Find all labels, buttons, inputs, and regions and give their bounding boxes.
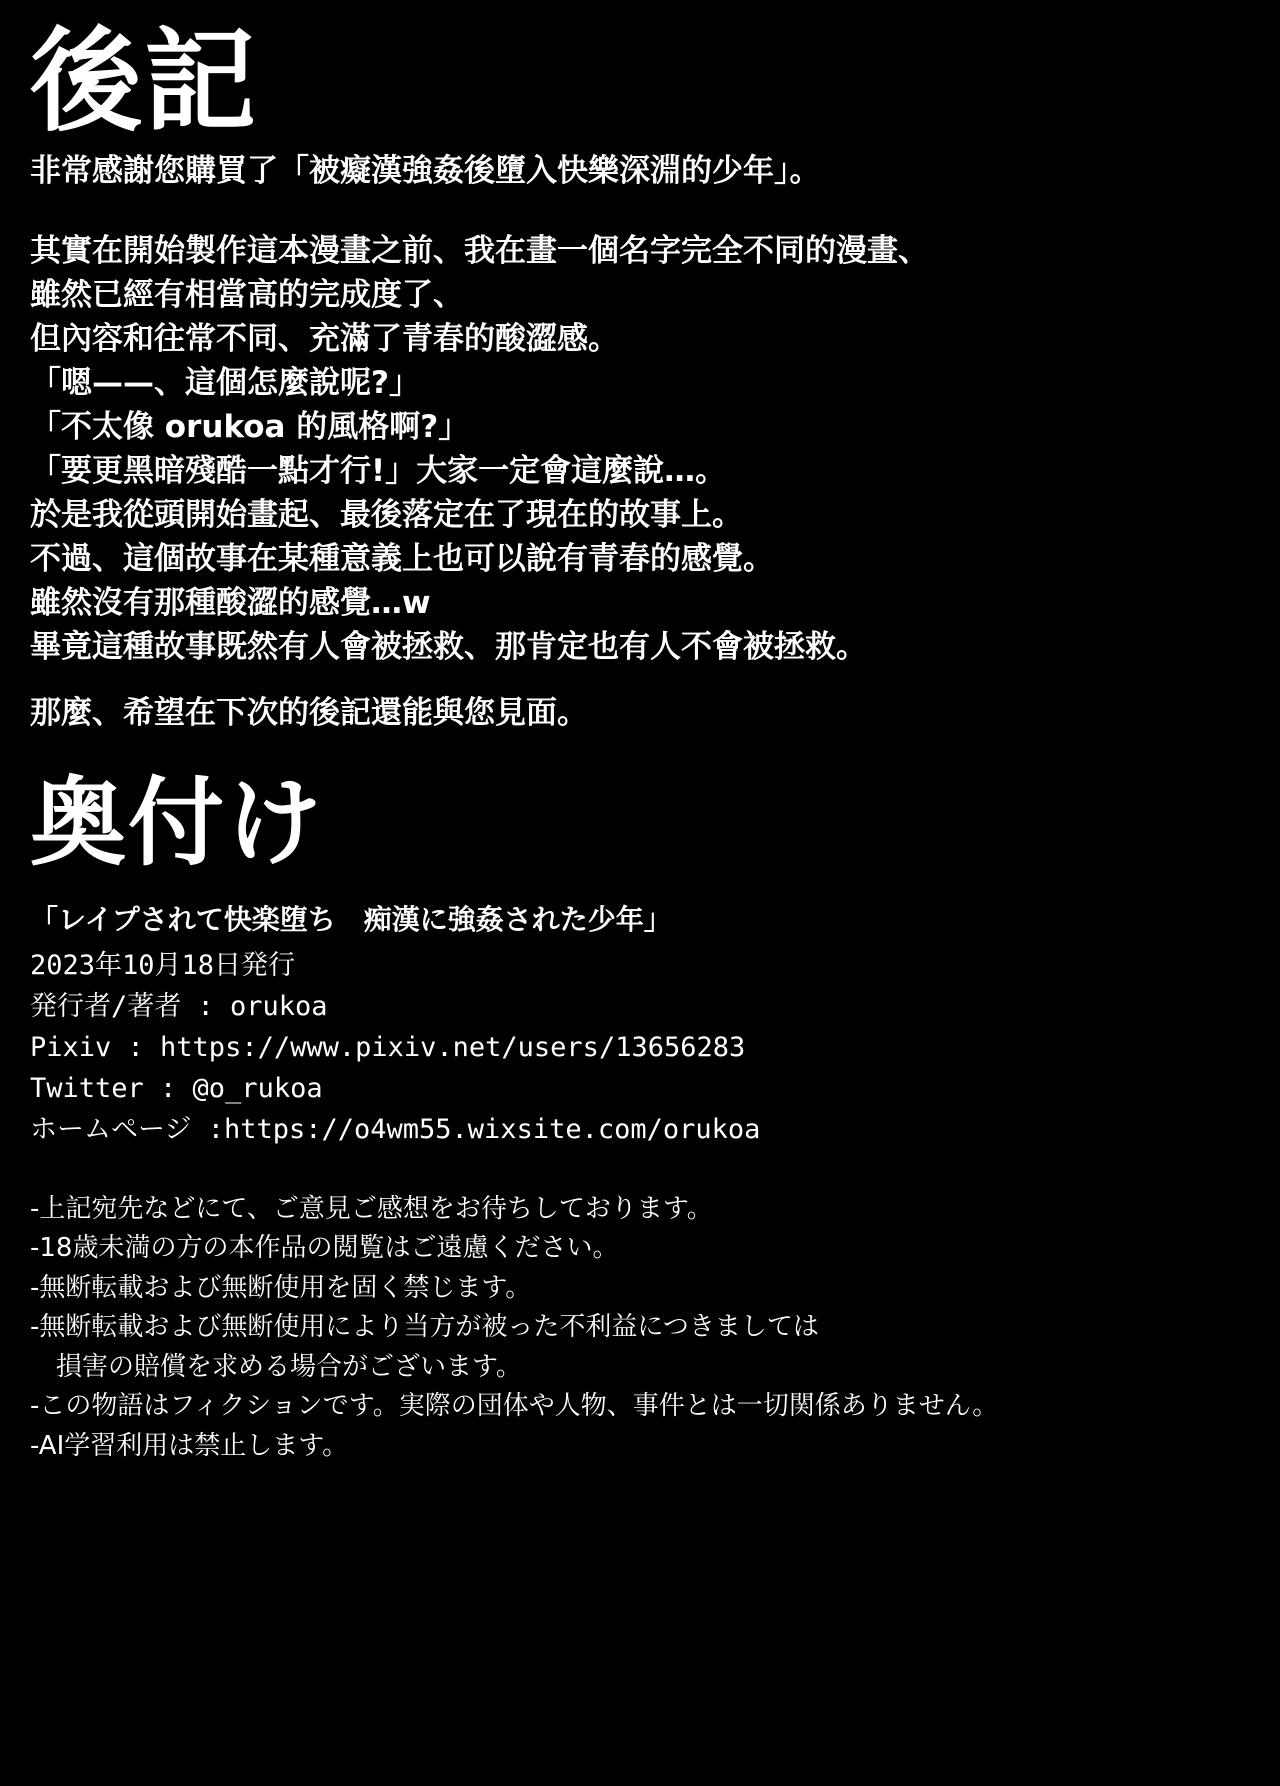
note-line: -無断転載および無断使用を固く禁じます。 <box>30 1272 532 1303</box>
colophon-heading: 奥付け <box>30 766 324 879</box>
note-line: -上記宛先などにて、ご意見ご感想をお待ちしております。 <box>30 1193 713 1224</box>
afterword-paragraph: 雖然沒有那種酸澀的感覺…w <box>30 584 431 621</box>
colophon-block <box>30 899 1250 1150</box>
afterword-paragraph: 雖然已經有相當高的完成度了、 <box>30 276 464 313</box>
afterword-paragraph: 於是我從頭開始畫起、最後落定在了現在的故事上。 <box>30 496 743 533</box>
note-line: -AI学習利用は禁止します。 <box>30 1430 349 1461</box>
afterword-lead: 非常感謝您購買了「被癡漢強姦後墮入快樂深淵的少年」。 <box>30 153 821 189</box>
colophon-twitter: Twitter : @o_rukoa <box>30 1072 323 1104</box>
afterword-paragraph: 「嗯——、這個怎麼說呢?」 <box>30 364 420 401</box>
afterword-paragraph: 其實在開始製作這本漫畫之前、我在畫一個名字完全不同的漫畫、 <box>30 232 929 269</box>
afterword-paragraph: 不過、這個故事在某種意義上也可以說有青春的感覺。 <box>30 540 774 577</box>
afterword-closing: 那麼、希望在下次的後記還能與您見面。 <box>30 694 588 731</box>
afterword-paragraph: 「要更黑暗殘酷一點才行!」大家一定會這麼說…。 <box>30 452 727 489</box>
note-line: -この物語はフィクションです。実際の団体や人物、事件とは一切関係ありません。 <box>30 1391 999 1422</box>
colophon-homepage: ホームページ :https://o4wm55.wixsite.com/orukoa <box>30 1113 761 1145</box>
afterword-paragraph: 「不太像 orukoa 的風格啊?」 <box>30 408 470 445</box>
afterword-paragraph: 畢竟這種故事既然有人會被拯救、那肯定也有人不會被拯救。 <box>30 628 867 665</box>
colophon-publish-date: 2023年10月18日発行 <box>30 949 296 981</box>
colophon-pixiv: Pixiv : https://www.pixiv.net/users/13656283 <box>30 1031 746 1063</box>
note-line: -無断転載および無断使用により当方が被った不利益につきましては <box>30 1312 819 1343</box>
afterword-heading: 後記 <box>30 17 258 147</box>
colophon-notes <box>30 1190 1250 1467</box>
afterword-paragraph: 但內容和往常不同、充滿了青春的酸澀感。 <box>30 320 619 357</box>
note-line: -18歳未満の方の本作品の閲覧はご遠慮ください。 <box>30 1233 619 1264</box>
colophon-author: 発行者/著者 : orukoa <box>30 990 328 1022</box>
colophon-work-title: 「レイプされて快楽堕ち 痴漢に強姦された少年」 <box>30 902 672 936</box>
afterword-body <box>30 229 1250 735</box>
note-line: 損害の賠償を求める場合がございます。 <box>30 1351 522 1382</box>
paragraph-spacer <box>30 669 1250 691</box>
